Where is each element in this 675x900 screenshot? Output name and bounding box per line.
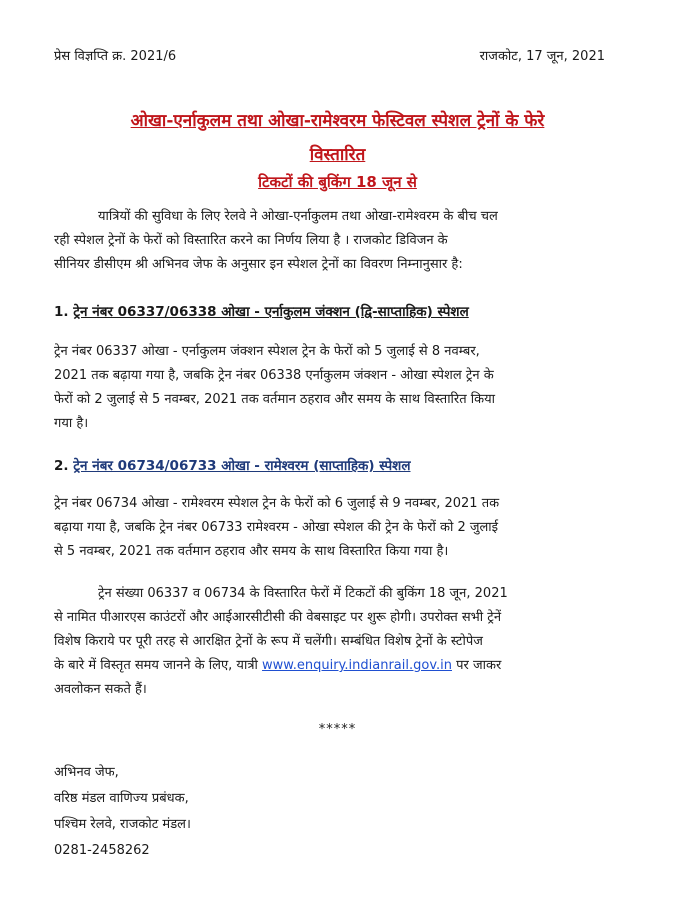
headline-line-2: विस्तारित: [309, 145, 366, 165]
section-2-paragraph: [54, 492, 610, 564]
section-1-line: 2021 तक बढ़ाया गया है, जबकि ट्रेन नंबर 06338 एर्नाकुलम जंक्शन - ओखा स्पेशल ट्रेन के: [54, 368, 494, 383]
section-1-heading: [54, 302, 614, 320]
booking-line-with-link: [54, 654, 610, 678]
booking-line-text: के बारे में विस्तृत समय जानने के लिए, यात्री: [54, 658, 258, 673]
section-2-line: से 5 नवम्बर, 2021 तक वर्तमान ठहराव और समय के साथ विस्तारित किया गया है।: [54, 544, 449, 559]
section-1-line: फेरों को 2 जुलाई से 5 नवम्बर, 2021 तक वर्तमान ठहराव और समय के साथ विस्तारित किया: [54, 392, 496, 407]
section-1-line: गया है।: [54, 416, 89, 431]
section-1-paragraph: [54, 340, 610, 436]
section-1-title: ट्रेन नंबर 06337/06338 ओखा - एर्नाकुलम जंक्शन (द्वि-साप्ताहिक) स्पेशल: [73, 304, 469, 320]
signatory-phone: 0281-2458262: [54, 843, 150, 858]
document-header: [54, 46, 605, 66]
section-2-number: 2.: [54, 458, 69, 474]
intro-line: सीनियर डीसीएम श्री अभिनव जेफ के अनुसार इन स्पेशल ट्रेनों का विवरण निम्नानुसार है:: [54, 257, 463, 272]
headline-line-1: ओखा-एर्नाकुलम तथा ओखा-रामेश्वरम फेस्टिवल स्पेशल ट्रेनों के फेरे: [130, 111, 545, 131]
section-1-number: 1.: [54, 304, 69, 320]
booking-paragraph: [54, 582, 610, 702]
section-2-heading: [54, 456, 614, 474]
section-2-title: ट्रेन नंबर 06734/06733 ओखा - रामेश्वरम (साप्ताहिक) स्पेशल: [73, 458, 411, 474]
press-release-ref: प्रेस विज्ञप्ति क्र. 2021/6: [54, 49, 177, 64]
signature-block: [54, 760, 191, 864]
signatory-designation: वरिष्ठ मंडल वाणिज्य प्रबंधक,: [54, 791, 189, 806]
signatory-office: पश्चिम रेलवे, राजकोट मंडल।: [54, 817, 191, 832]
section-2-line: बढ़ाया गया है, जबकि ट्रेन नंबर 06733 रामेश्वरम - ओखा स्पेशल की ट्रेन के फेरों को 2 जुलाई: [54, 520, 499, 535]
section-2-line: ट्रेन नंबर 06734 ओखा - रामेश्वरम स्पेशल ट्रेन के फेरों को 6 जुलाई से 9 नवम्बर, 2021 तक: [54, 496, 500, 511]
signatory-name: अभिनव जेफ,: [54, 765, 119, 780]
intro-line: यात्रियों की सुविधा के लिए रेलवे ने ओखा-एर्नाकुलम तथा ओखा-रामेश्वरम के बीच चल: [98, 209, 498, 224]
booking-line-suffix: पर जाकर: [452, 658, 502, 673]
booking-line: अवलोकन सकते हैं।: [54, 682, 147, 697]
intro-line: रही स्पेशल ट्रेनों के फेरों को विस्तारित करने का निर्णय लिया है । राजकोट डिविजन के: [54, 233, 448, 248]
place-date: राजकोट, 17 जून, 2021: [479, 49, 605, 64]
section-1-line: ट्रेन नंबर 06337 ओखा - एर्नाकुलम जंक्शन स्पेशल ट्रेन के फेरों को 5 जुलाई से 8 नवम्बर,: [54, 344, 480, 359]
booking-subheadline: टिकटों की बुकिंग 18 जून से: [258, 173, 417, 191]
intro-paragraph: [54, 205, 610, 277]
booking-line: ट्रेन संख्या 06337 व 06734 के विस्तारित फेरों में टिकटों की बुकिंग 18 जून, 2021: [98, 586, 508, 601]
booking-line: से नामित पीआरएस काउंटरों और आईआरसीटीसी की वेबसाइट पर शुरू होगी। उपरोक्त सभी ट्रेनें: [54, 610, 502, 625]
booking-line: विशेष किराये पर पूरी तरह से आरक्षित ट्रेनों के रूप में चलेंगी। सम्बंधित विशेष ट्रेनों के स्टोपेज: [54, 634, 483, 649]
separator-stars: *****: [318, 722, 357, 737]
enquiry-website-link[interactable]: www.enquiry.indianrail.gov.in: [262, 658, 452, 673]
